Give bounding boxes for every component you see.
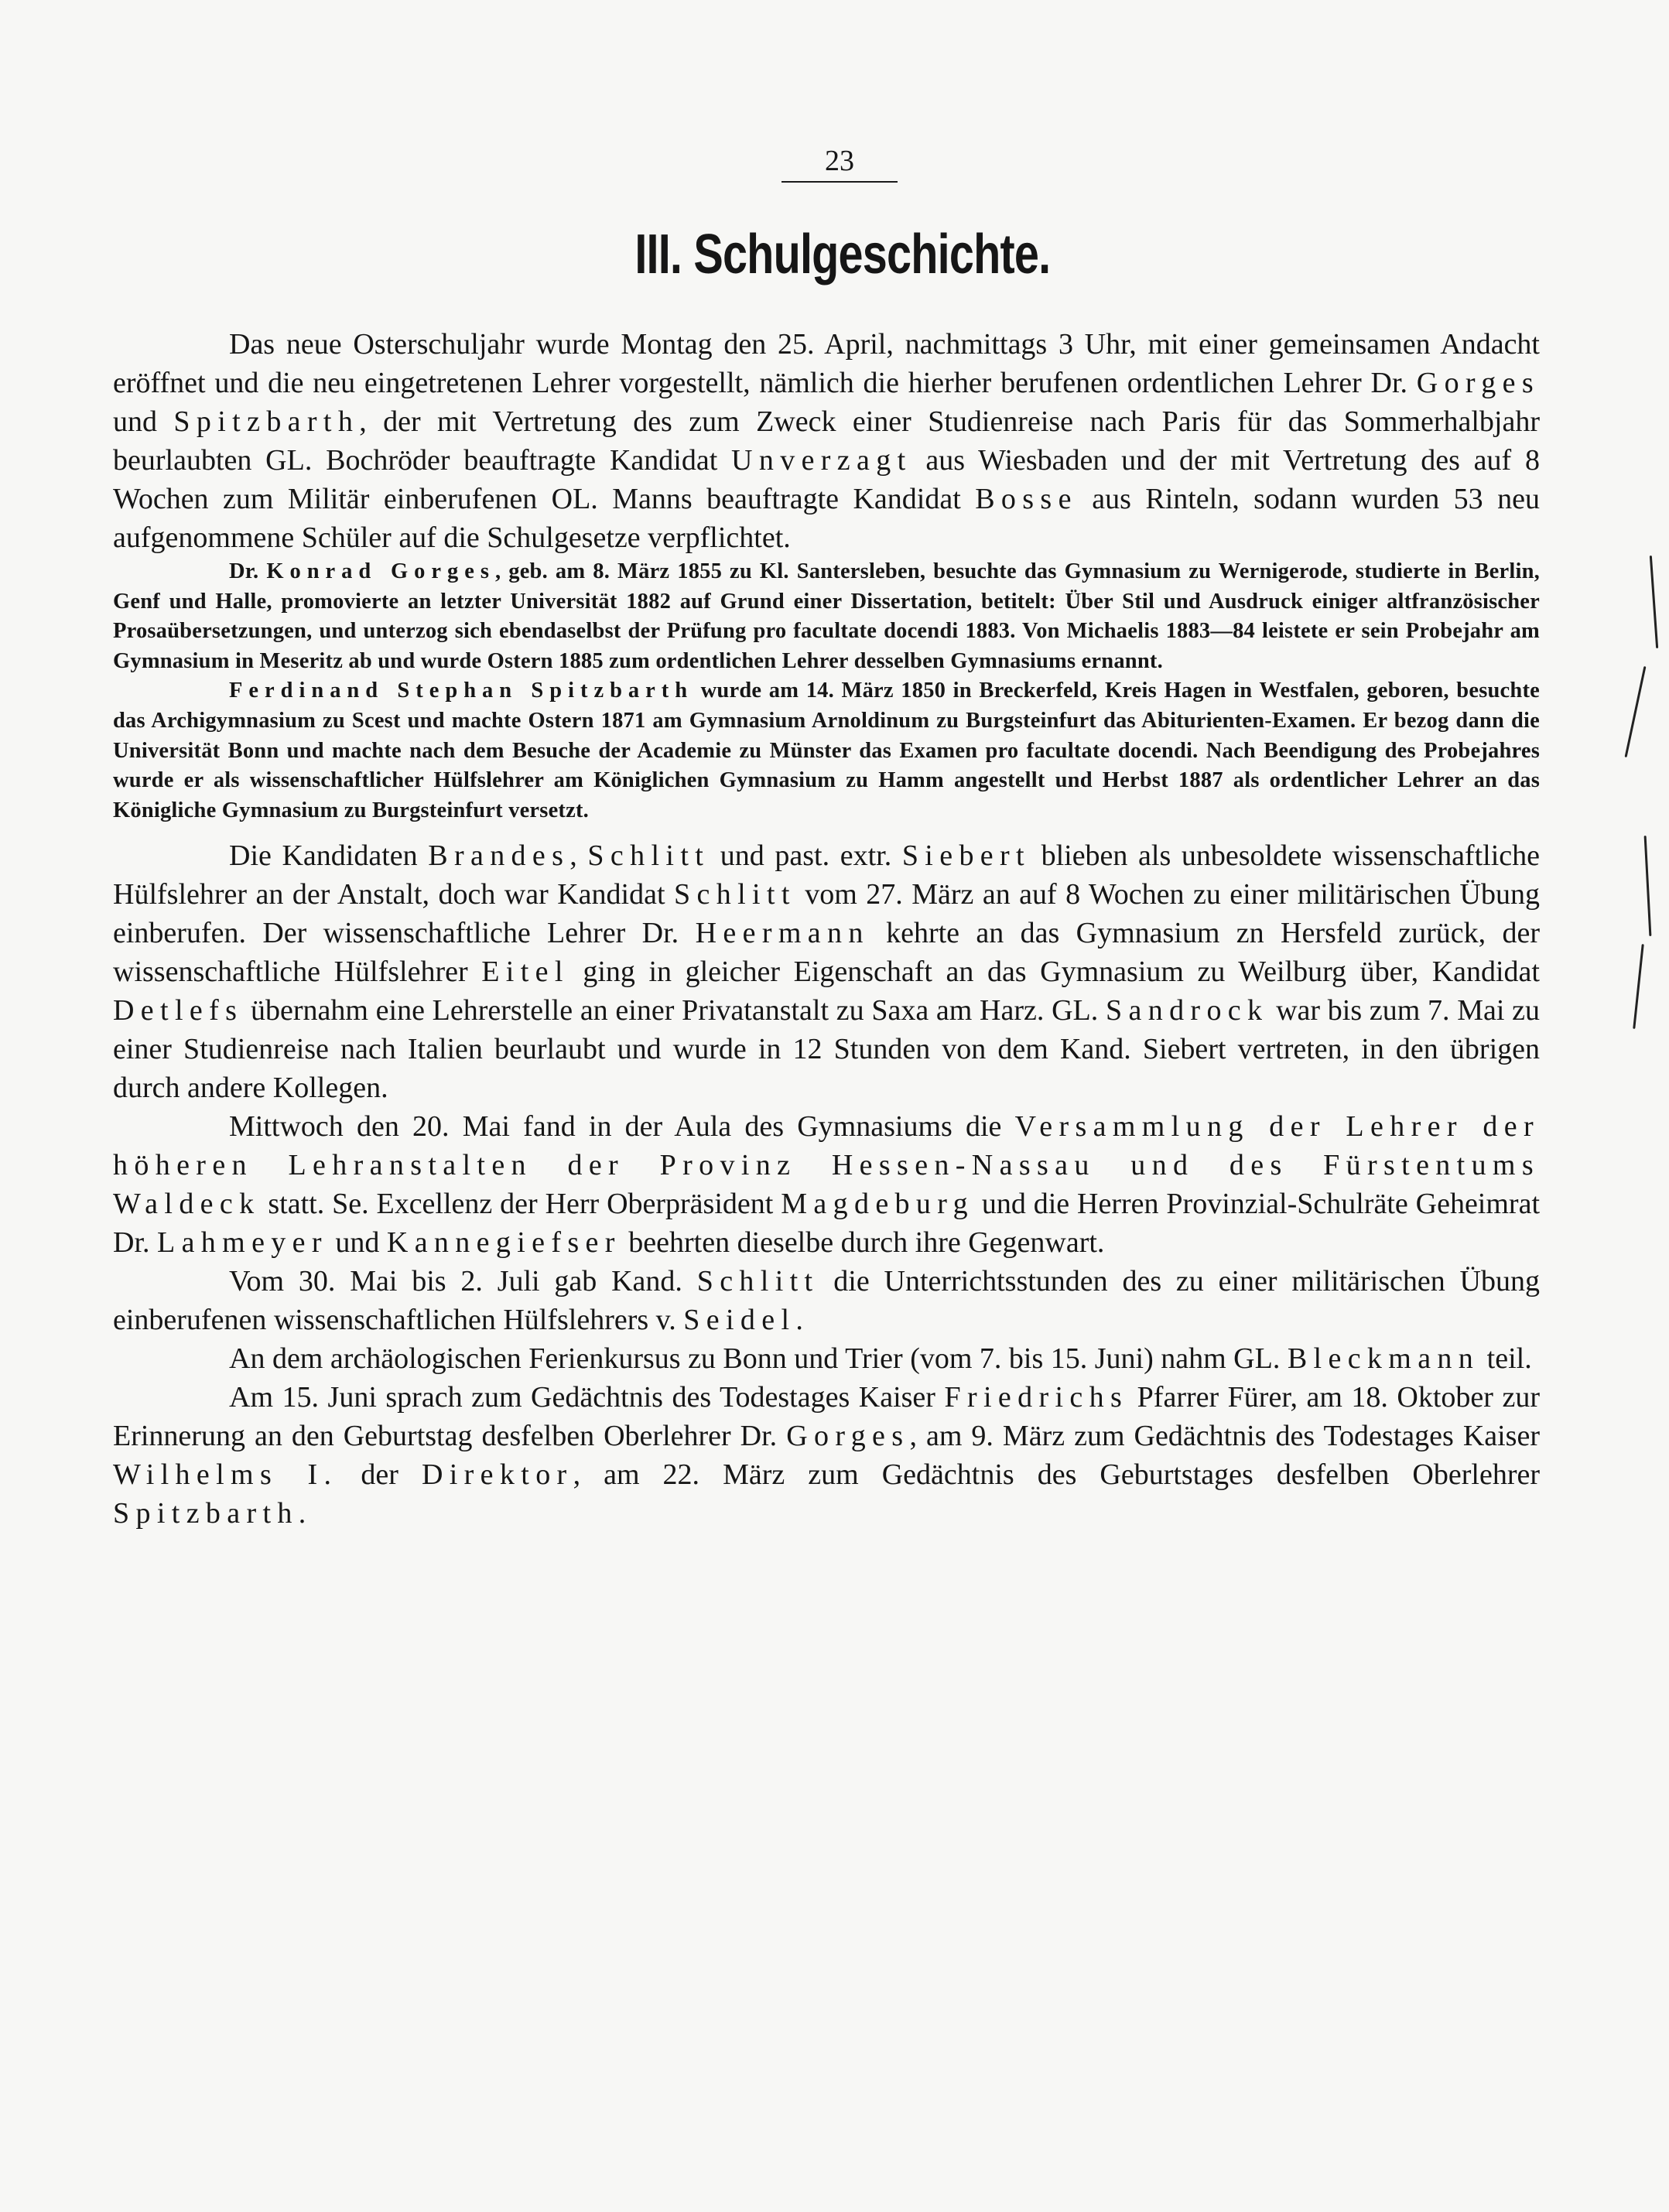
text-run: war bis zum 7. Mai zu einer Studienreise nach Italien beurlaubt und wurde in 12 Stunden von dem Kand. Siebert vertreten, in den übrigen durch andere Kollegen.: [113, 994, 1541, 1105]
spaced-name: Detlefs: [113, 994, 244, 1027]
paragraph-gedaechtnis: [113, 1378, 1540, 1533]
text-run: Vom 30. Mai bis 2. Juli gab Kand.: [229, 1265, 697, 1298]
text-run: .: [298, 1497, 306, 1530]
margin-mark: [1650, 556, 1658, 648]
text-run: An dem archäologischen Ferienkursus zu Bonn und Trier (vom 7. bis 15. Juni) nahm GL.: [229, 1342, 1288, 1376]
spaced-name: Siebert: [901, 839, 1031, 873]
paragraph-schlitt: [113, 1262, 1540, 1339]
text-run: , am 9. März zum Gedächtnis des Todestages Kaiser: [909, 1420, 1540, 1453]
spaced-name: Unverzagt: [731, 444, 912, 477]
text-run: blieben als unbesoldete wissenschaftliche Hülfslehrer an der Anstalt, doch war Kandidat: [113, 839, 1540, 911]
spaced-name: Bleckmann: [1287, 1342, 1480, 1376]
text-run: Dr.: [229, 559, 267, 583]
text-run: ,: [569, 839, 588, 873]
spaced-name: Magdeburg: [781, 1188, 974, 1221]
spaced-name: Gorges: [1416, 367, 1540, 399]
text-run: und die Herren Provinzial-Schulräte Geheimrat Dr.: [113, 1188, 1541, 1260]
spaced-name: Sandrock: [1105, 994, 1269, 1027]
text-run: aus Rinteln, sodann wurden 53 neu aufgenommene Schüler auf die Schulgesetze verpflichtet.: [113, 483, 1540, 554]
text-run: Die Kandidaten: [229, 839, 429, 873]
spaced-name: Lahmeyer: [157, 1226, 328, 1260]
text-run: Mittwoch den 20. Mai fand in der Aula des Gymnasiums die: [229, 1110, 1015, 1144]
text-run: und: [113, 405, 174, 438]
spaced-name: Spitzbarth: [173, 405, 360, 438]
text-run: , geb. am 8. März 1855 zu Kl. Santersleben, besuchte das Gymnasium zu Wernigerode, studierte in Berlin, Genf und Halle, promovierte an letzter Universität 1882 auf Grund einer Dissertation, betitelt: Über Stil und Ausdruck einiger altfranzösischer Prosaübersetzungen, und unterzog sich ebendaselbst der Prüfung pro facultate docendi 1883. Von Michaelis 1883—84 leistete er sein Probejahr am Gymnasium in Meseritz ab und wurde Ostern 1885 zum ordentlichen Lehrer desselben Gymnasiums ernannt.: [113, 559, 1540, 673]
text-run: der: [337, 1458, 422, 1492]
text-run: , am 22. März zum Gedächtnis des Geburtstages desfelben Oberlehrer: [573, 1458, 1540, 1492]
spaced-name: Heermann: [695, 917, 870, 950]
text-run: die Unterrichtsstunden des zu einer militärischen Übung einberufenen wissenschaftlichen Hülfslehrers v.: [113, 1265, 1540, 1337]
text-run: beehrten dieselbe durch ihre Gegenwart.: [621, 1226, 1105, 1260]
spaced-name: Seidel: [683, 1304, 796, 1337]
paragraph-versammlung: [113, 1107, 1540, 1262]
spaced-name: Versammlung der Lehrer der höheren Lehranstalten der Provinz Hessen-Nassau und des Fürstentums Waldeck: [113, 1110, 1540, 1221]
spaced-name: Schlitt: [673, 878, 796, 911]
spaced-name: Ferdinand Stephan Spitzbarth: [229, 679, 694, 703]
biography-spitzbarth: [113, 676, 1540, 826]
paragraph-ferienkursus: [113, 1339, 1540, 1378]
text-run: Das neue Osterschuljahr wurde Montag den 25. April, nachmittags 3 Uhr, mit einer gemeinsamen Andacht eröffnet und die neu eingetretenen Lehrer vorgestellt, nämlich die hierher berufenen ordentlichen Lehrer Dr.: [113, 328, 1540, 399]
text-run: teil.: [1479, 1342, 1532, 1376]
spaced-name: Wilhelms I.: [113, 1458, 338, 1492]
paragraph-kandidaten: [113, 836, 1540, 1107]
text-run: ging in gleicher Eigenschaft an das Gymnasium zu Weilburg über, Kandidat: [569, 956, 1540, 989]
text-run: , der mit Vertretung des zum Zweck einer Studienreise nach Paris für das Sommerhalbjahr beurlaubten GL. Bochröder beauftragte Kandidat: [113, 405, 1540, 477]
paragraph-opening: [113, 325, 1540, 557]
spaced-name: Friedrichs: [944, 1381, 1129, 1414]
text-run: aus Wiesbaden und der mit Vertretung des auf 8 Wochen zum Militär einberufenen OL. Manns beauftragte Kandidat: [113, 444, 1540, 515]
biography-gorges: [113, 557, 1540, 676]
spaced-name: Direktor: [421, 1458, 573, 1492]
spaced-name: Bosse: [975, 483, 1078, 515]
text-run: kehrte an das Gymnasium zn Hersfeld zurück, der wissenschaftliche Hülfslehrer: [113, 917, 1541, 989]
spaced-name: Konrad Gorges: [266, 559, 495, 583]
spaced-name: Kannegiefser: [386, 1226, 621, 1260]
spaced-name: Eitel: [481, 956, 569, 989]
text-run: Am 15. Juni sprach zum Gedächtnis des Todestages Kaiser: [229, 1381, 945, 1414]
spaced-name: Gorges: [786, 1420, 910, 1453]
text-run: übernahm eine Lehrerstelle an einer Privatanstalt zu Saxa am Harz. GL.: [243, 994, 1106, 1027]
margin-mark: [1625, 666, 1647, 757]
text-run: und past. extr.: [710, 839, 902, 873]
spaced-name: Schlitt: [696, 1265, 819, 1298]
margin-mark: [1644, 836, 1652, 936]
spaced-name: Brandes: [428, 839, 570, 873]
spaced-name: Schlitt: [587, 839, 710, 873]
page-number: 23: [781, 144, 898, 183]
text-run: Pfarrer Fürer, am 18. Oktober zur Erinnerung an den Geburtstag desfelben Oberlehrer Dr.: [113, 1381, 1540, 1453]
document-body: [113, 325, 1540, 1533]
section-heading: III. Schulgeschichte.: [634, 224, 1051, 285]
margin-mark: [1633, 944, 1643, 1029]
text-run: .: [795, 1304, 803, 1337]
text-run: wurde am 14. März 1850 in Breckerfeld, Kreis Hagen in Westfalen, geboren, besuchte das Archigymnasium zu Scest und machte Ostern 1871 am Gymnasium Arnoldinum zu Burgsteinfurt das Abiturienten-Examen. Er bezog dann die Universität Bonn und machte nach dem Besuche der Academie zu Münster das Examen pro facultate docendi. Nach Beendigung des Probejahres wurde er als wissenschaftlicher Hülfslehrer am Königlichen Gymnasium zu Hamm angestellt und Herbst 1887 als ordentlicher Lehrer an das Königliche Gymnasium zu Burgsteinfurt versetzt.: [113, 679, 1540, 822]
text-run: vom 27. März an auf 8 Wochen zu einer militärischen Übung einberufen. Der wissenschaftliche Lehrer Dr.: [113, 878, 1540, 950]
text-run: statt. Se. Excellenz der Herr Oberpräsident: [260, 1188, 781, 1221]
text-run: und: [327, 1226, 387, 1260]
spaced-name: Spitzbarth: [113, 1497, 299, 1530]
